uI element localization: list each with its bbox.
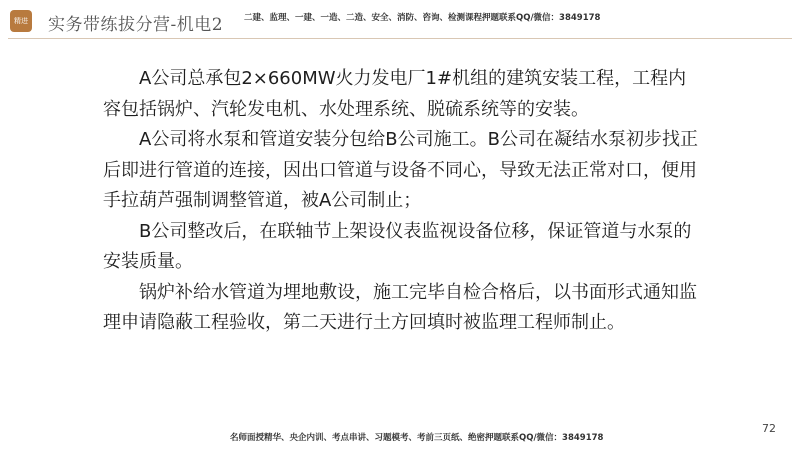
logo-text: 精进 [14,17,28,25]
paragraph-3: B公司整改后，在联轴节上架设仪表监视设备位移，保证管道与水泵的安装质量。 [103,220,692,272]
course-title: 实务带练拔分营-机电2 [48,15,224,35]
paragraph-1: A公司总承包2×660MW火力发电厂1#机组的建筑安装工程，工程内容包括锅炉、汽轮发电机、水处理系统、脱硫系统等的安装。 [103,68,687,120]
header-divider [8,38,792,39]
page-header [0,0,800,44]
paragraph-2: A公司将水泵和管道安装分包给B公司施工。B公司在凝结水泵初步找正后即进行管道的连接，因出口管道与设备不同心，导致无法正常对口，便用手拉葫芦强制调整管道，被A公司制止； [103,129,699,211]
header-contact-text: 二建、监理、一建、一造、二造、安全、消防、咨询、检测课程押题联系QQ/微信：3849178 [244,13,601,23]
main-content [103,64,703,339]
footer-contact-text: 名师面授精华、央企内训、考点串讲、习题模考、考前三页纸、绝密押题联系QQ/微信：3849178 [230,433,604,443]
paragraph-4: 锅炉补给水管道为埋地敷设，施工完毕自检合格后，以书面形式通知监理申请隐蔽工程验收，第二天进行土方回填时被监理工程师制止。 [103,281,697,333]
page-number: 72 [762,422,776,435]
brand-logo [10,10,32,32]
